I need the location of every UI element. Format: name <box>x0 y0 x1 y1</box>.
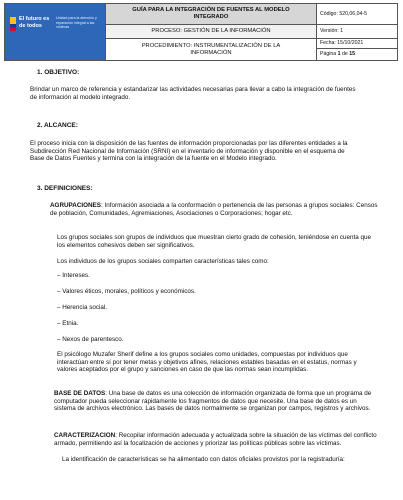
document-version: Versión: 1 <box>317 25 397 39</box>
section-heading-alcance: 2. ALCANCE: <box>37 122 78 129</box>
paragraph-sherif: El psicólogo Muzafer Sherif define a los grupos sociales como unidades, compuestas por individuos que interactúan entre sí por tener metas y objetivos afines, relaciones estables basadas en el estatus, normas y valores aceptados por el grupo y sanciones en caso de que las normas sean incumplidas. <box>57 351 357 373</box>
paragraph-caracteristicas: Los individuos de los grupos sociales comparten características tales como: <box>57 258 269 265</box>
page-number: Página 1 de 15 <box>320 51 355 57</box>
document-code: Código: 520,06,04-5 <box>317 4 397 25</box>
procedure-label: PROCEDIMIENTO: INSTRUMENTALIZACIÓN DE LA INFORMACIÓN <box>106 39 317 60</box>
alcance-text: El proceso inicia con la disposición de las fuentes de información proporcionadas por las diferentes entidades a la Subdirección Red Nacional de Información (SRNI) en el inventario de información y disponible en el esquema de Base de Datos Fuentes y termina con la integración de la fuente en el Modelo integrado. <box>30 140 348 162</box>
definition-caracterizacion: CARACTERIZACION: Recopilar información adecuada y actualizada sobre la situación de las víctimas del conflicto armado, permitiendo así la focalización de acciones y priorizar las políticas públicas sobre las víctimas. <box>54 432 377 447</box>
objetivo-text: Brindar un marco de referencia y estandarizar las actividades necesarias para llevar a cabo la integración de fuentes de información al modelo integrado. <box>30 86 356 101</box>
list-item: – Nexos de parentesco. <box>57 336 124 343</box>
institution-logo <box>5 4 106 60</box>
logo-sub-text: Unidad para la atención y reparación integral a las víctimas <box>56 16 97 29</box>
list-item: – Herencia social. <box>57 304 108 311</box>
list-item: – Valores éticos, morales, políticos y económicos. <box>57 288 196 295</box>
term-base-de-datos: BASE DE DATOS <box>54 390 106 397</box>
list-item: – Etnia. <box>57 320 79 327</box>
logo-main-text: El futuro es de todos <box>19 16 50 29</box>
definition-agrupaciones: AGRUPACIONES: Información asociada a la conformación o pertenencia de las personas a grupos sociales: Censos de población, Comunidades, Agremiaciones, Asociaciones o Corporaciones; hogar etc. <box>50 202 378 217</box>
flag-icon <box>10 17 16 31</box>
term-caracterizacion: CARACTERIZACION <box>54 432 116 439</box>
document-title: GUÍA PARA LA INTEGRACIÓN DE FUENTES AL MODELO INTEGRADO <box>106 4 317 25</box>
definition-base-de-datos: BASE DE DATOS: Una base de datos es una colección de información organizada de forma que un programa de computador pueda seleccionar rápidamente los fragmentos de datos que necesite. Una base de datos es un sistema de archivos electrónico. Las bases de datos normalmente se organizan por campos, registros y archivos. <box>54 390 372 412</box>
section-heading-objetivo: 1. OBJETIVO: <box>37 69 80 76</box>
paragraph-cohesion: Los grupos sociales son grupos de individuos que muestran cierto grado de cohesión, teniéndose en cuenta que los elementos cohesivos deben ser significativos. <box>57 234 372 249</box>
section-heading-definiciones: 3. DEFINICIONES: <box>37 185 93 192</box>
paragraph-registraduria: La identificación de características se ha alimentado con datos oficiales provistos por la registraduría: <box>62 456 345 463</box>
list-item: – Intereses. <box>57 272 90 279</box>
process-label: PROCESO: GESTIÓN DE LA INFORMACIÓN <box>106 25 317 39</box>
term-agrupaciones: AGRUPACIONES <box>50 202 101 209</box>
document-header <box>4 3 398 61</box>
document-date: Fecha: 15/10/2021 <box>317 39 397 49</box>
